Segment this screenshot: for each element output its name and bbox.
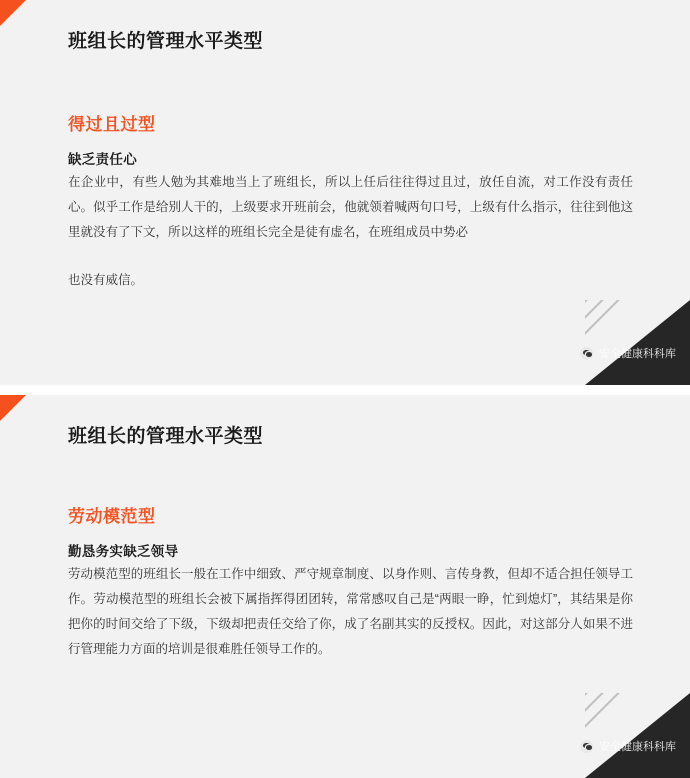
footer-dark-wedge: [585, 300, 690, 385]
footer-corner-decoration: [585, 300, 690, 385]
section-heading: 得过且过型: [68, 115, 156, 134]
footer-dark-wedge: [585, 693, 690, 778]
sub-heading: 勤恳务实缺乏领导: [68, 544, 179, 559]
page-title: 班组长的管理水平类型: [68, 426, 264, 447]
body-paragraph-tail: 也没有威信。: [68, 273, 144, 287]
page-title: 班组长的管理水平类型: [68, 31, 264, 52]
body-paragraph: 劳动模范型的班组长一般在工作中细致、严守规章制度、以身作则、言传身教，但却不适合担任领导工作。劳动模范型的班组长会被下属指挥得团团转，常常感叹自己是“两眼一睁，忙到熄灯”，其结果是你把你的时间交给了下级，下级却把责任交给了你，成了名副其实的反授权。因此，对这部分人如果不进行管理能力方面的培训是很难胜任领导工作的。: [68, 567, 633, 656]
credit-badge: [580, 738, 676, 754]
section-heading: 劳动模范型: [68, 507, 156, 526]
footer-corner-decoration: [585, 693, 690, 778]
slide-1: [0, 0, 690, 385]
slide-divider: [0, 385, 690, 395]
credit-badge: [580, 345, 676, 361]
sub-heading: 缺乏责任心: [68, 152, 137, 167]
body-paragraph: 在企业中，有些人勉为其难地当上了班组长，所以上任后往往得过且过，放任自流，对工作没有责任心。似乎工作是给别人干的，上级要求开班前会，他就领着喊两句口号，上级有什么指示，往往到他这里就没有了下文，所以这样的班组长完全是徒有虚名，在班组成员中势必: [68, 175, 633, 239]
accent-corner-triangle-icon: [0, 0, 26, 26]
wechat-icon: [580, 740, 593, 753]
accent-corner-triangle-icon: [0, 395, 26, 421]
slide-2: [0, 395, 690, 778]
wechat-icon: [580, 347, 593, 360]
credit-label: 安全健康科科库: [599, 741, 676, 753]
credit-label: 安全健康科科库: [599, 348, 676, 360]
